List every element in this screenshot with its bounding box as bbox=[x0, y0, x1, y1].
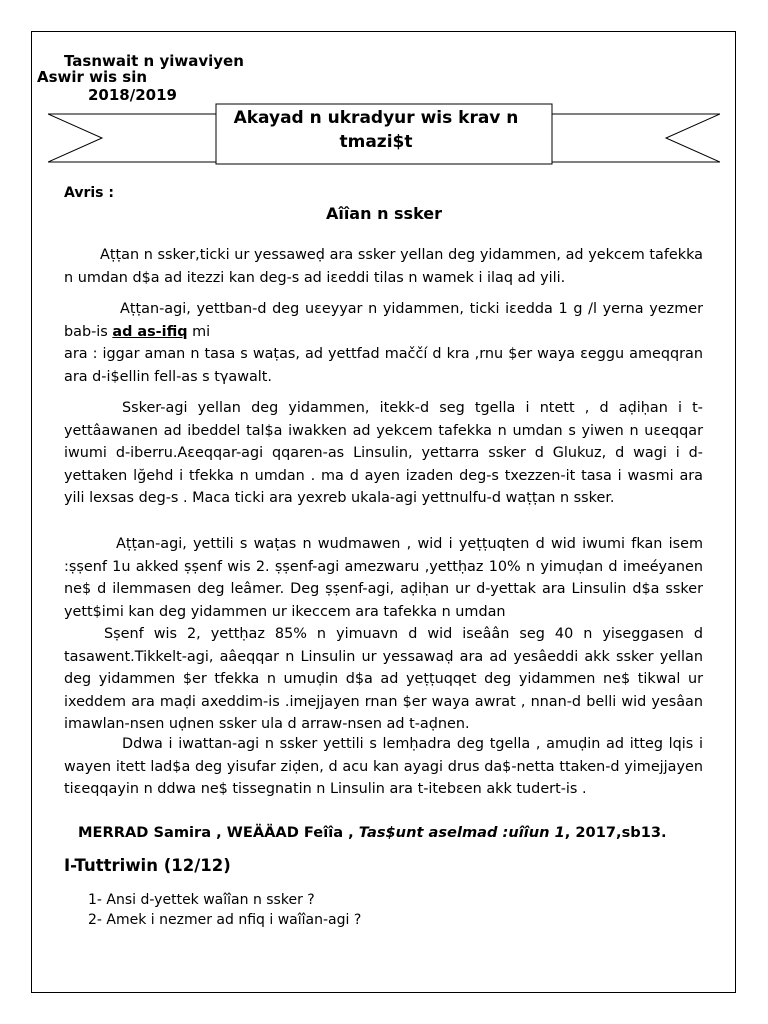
citation-authors: MERRAD Samira , WEÄÄAD Feîîa , bbox=[78, 824, 354, 841]
school-year: 2018/2019 bbox=[88, 86, 177, 104]
paragraph-4: Aṭṭan-agi, yettili s waṭas n wudmawen , wid i yeṭṭuqten d wid iwumi fkan isem :ṣṣenf 1u akked ṣṣenf wis 2. ṣṣenf-agi amezwaru ,yettḥaz 10% n yimuḍan d imeéyanen ne$ d ilemmasen deg leâmer. Deg ṣṣenf-agi, aḍiḥan ur d-yettak ara Linsulin d$a ssker yett$imi kan deg yidammen ur ikeccem ara tafekka n umdan bbox=[64, 536, 703, 620]
text-title: Aîîan n ssker bbox=[325, 204, 443, 223]
school-level: Aswir wis sin bbox=[37, 68, 148, 86]
banner-title-line-2: tmazi$t bbox=[339, 132, 413, 152]
paragraph-1: Aṭṭan n ssker,ticki ur yessaweḍ ara ssker yellan deg yidammen, ad yekcem tafekka n umdan d$a ad itezzi kan deg-s ad iɛeddi tilas n wamek i ilaq ad yili. bbox=[64, 247, 703, 286]
citation-tail: , 2017,sb13. bbox=[564, 824, 667, 841]
paragraph-6: Ddwa i iwattan-agi n ssker yettili s lemḥadra deg tgella , amuḍin ad itteg lqis i wayen itett lad$a deg yisufar ziḍen, d acu kan ayagi drus da$-netta ttaken-d yimejjayen tiɛeqqayin n ddwa ne$ tissegnatin n Linsulin ara t-itebɛen akk tudert-is . bbox=[64, 736, 703, 798]
banner-title-line-1: Akayad n ukradyur wis krav n bbox=[233, 108, 519, 128]
question-1: 1- Ansi d-yettek waîîan n ssker ? bbox=[88, 892, 315, 908]
paragraph-2 bbox=[64, 298, 703, 388]
paragraph-2-text-b: mi bbox=[192, 323, 211, 340]
citation bbox=[78, 824, 667, 841]
underlined-term: ad as-ifiq bbox=[112, 323, 188, 340]
paragraph-3: Ssker-agi yellan deg yidammen, itekk-d seg tgella i ntett , d aḍiḥan i t-yettâawanen ad ibeddel tal$a iwakken ad yekcem tafekka n umdan s yiwen n uɛeqqar iwumi d-iberru.Aɛeqqar-agi qqaren-as Linsulin, yettarra ssker d Glukuz, d wagi i d-yettaken lğehd i tfekka n umdan . ma d ayen izaden deg-s txezzen-it tasa i wasmi ara yili lexsas deg-s . Maca ticki ara yexreb ukala-agi yettnulfu-d waṭṭan n ssker. bbox=[64, 400, 703, 507]
title-banner bbox=[48, 102, 720, 168]
school-name: Tasnwait n yiwaviyen bbox=[64, 52, 244, 70]
citation-work: Tas$unt aselmad :uîîun 1 bbox=[358, 824, 565, 841]
banner-title bbox=[218, 106, 534, 154]
paragraph-2-text-c: ara : iggar aman n tasa s waṭas, ad yettfad maččí d kra ,rnu $er waya ɛeggu ameqqran ara d-i$ellin fell-as s tγawalt. bbox=[64, 346, 703, 385]
page-border bbox=[31, 31, 736, 993]
paragraph-2-text-a: Aṭṭan-agi, yettban-d deg uɛeyyar n yidammen, ticki iɛedda 1 g /l yerna yezmer bab-is bbox=[64, 301, 703, 340]
question-2: 2- Amek i nezmer ad nfiq i waîîan-agi ? bbox=[88, 912, 362, 928]
paragraph-5: Sṣenf wis 2, yettḥaz 85% n yimuavn d wid iseâân seg 40 n yiseggasen d tasawent.Tikkelt-agi, aâeqqar n Linsulin ur yessawaḍ ara ad yesâeddi akk ssker yellan deg yidammen $er tfekka n umuḍin d$a ad yeṭṭuqqet deg yidammen ne$ tikwal ur ixeddem ara maḍi axeddim-is .imejjayen rnan $er waya awrat , nnan-d belli wid yesâan imawlan-nsen uḍnen ssker ula d arraw-nsen ad t-aḍnen. bbox=[64, 626, 703, 733]
questions-section-title: I-Tuttriwin (12/12) bbox=[64, 856, 231, 875]
avris-label: Avris : bbox=[64, 185, 114, 201]
